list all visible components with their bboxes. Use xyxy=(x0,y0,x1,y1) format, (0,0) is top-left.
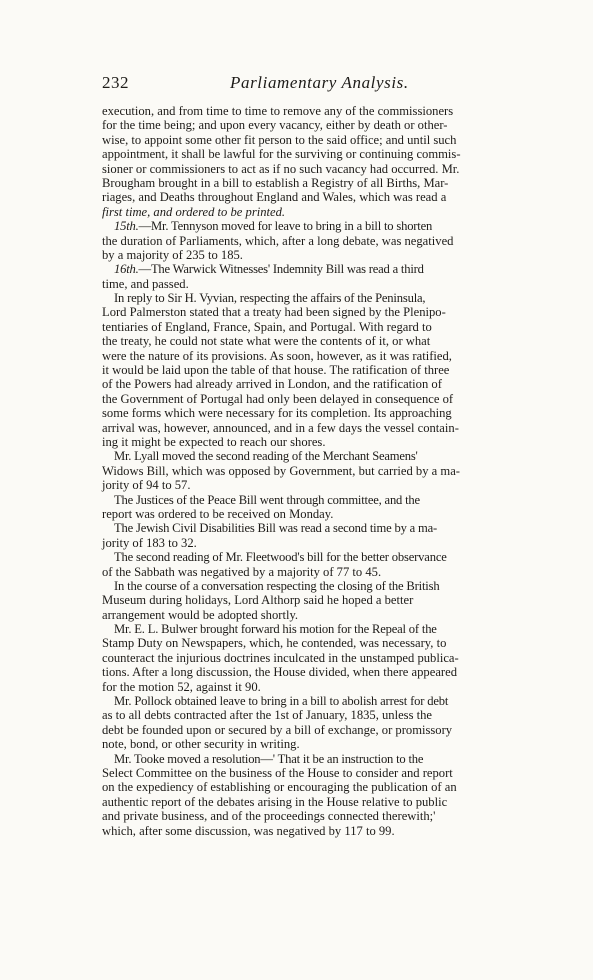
text-line: jority of 94 to 57. xyxy=(102,478,191,493)
text-line: the Government of Portugal had only been delayed in consequence of xyxy=(102,391,454,406)
text-line: tions. After a long discussion, the House divided, when there appeared xyxy=(102,665,457,680)
body-text xyxy=(102,104,514,838)
text-line: The second reading of Mr. Fleetwood's bill for the better observance xyxy=(114,550,447,565)
text-line: Stamp Duty on Newspapers, which, he contended, was necessary, to xyxy=(102,636,447,651)
text-line: Mr. Tooke moved a resolution—' That it be an instruction to the xyxy=(114,751,424,766)
text-line: The Justices of the Peace Bill went through committee, and the xyxy=(114,492,420,507)
text-line: the treaty, he could not state what were the contents of it, or what xyxy=(102,334,431,349)
text-line: were the nature of its provisions. As soon, however, as it was ratified, xyxy=(102,348,452,363)
text-line: as to all debts contracted after the 1st of January, 1835, unless the xyxy=(102,708,433,723)
text-line: for the motion 52, against it 90. xyxy=(102,679,261,694)
page-number: 232 xyxy=(102,73,129,92)
text-line: appointment, it shall be lawful for the surviving or continuing commis- xyxy=(102,147,461,162)
text-line: sioner or commissioners to act as if no such vacancy had occurred. Mr. xyxy=(102,161,460,176)
text-line: ing it might be expected to reach our shores. xyxy=(102,434,326,449)
text-line: In reply to Sir H. Vyvian, respecting the affairs of the Peninsula, xyxy=(114,291,426,306)
text-line: which, after some discussion, was negatived by 117 to 99. xyxy=(102,823,395,838)
text-line: jority of 183 to 32. xyxy=(102,535,197,550)
text-line: first time, and ordered to be printed. xyxy=(102,204,286,219)
text-line: by a majority of 235 to 185. xyxy=(102,247,243,262)
text-line: Mr. Pollock obtained leave to bring in a bill to abolish arrest for debt xyxy=(114,694,449,709)
text-line: arrival was, however, announced, and in a few days the vessel contain- xyxy=(102,420,459,435)
text-line: on the expediency of establishing or encouraging the publication of an xyxy=(102,780,457,795)
text-line: Widows Bill, which was opposed by Government, but carried by a ma- xyxy=(102,463,460,478)
text-line: Brougham brought in a bill to establish a Registry of all Births, Mar- xyxy=(102,175,449,190)
text-line: the duration of Parliaments, which, after a long debate, was negatived xyxy=(102,233,454,248)
text-line: wise, to appoint some other fit person to the said office; and until such xyxy=(102,132,457,147)
text-line: and private business, and of the proceedings connected therewith;' xyxy=(102,809,436,824)
text-line: In the course of a conversation respecting the closing of the British xyxy=(114,578,440,593)
text-line: of the Powers had already arrived in London, and the ratification of xyxy=(102,377,442,392)
text-line: 15th.—Mr. Tennyson moved for leave to bring in a bill to shorten xyxy=(114,219,433,234)
text-line: counteract the injurious doctrines inculcated in the unstamped publica- xyxy=(102,650,459,665)
text-line: execution, and from time to time to remove any of the commissioners xyxy=(102,104,454,118)
text-line: Select Committee on the business of the House to consider and report xyxy=(102,765,453,780)
text-line: of the Sabbath was negatived by a majority of 77 to 45. xyxy=(102,564,382,579)
text-line: Mr. E. L. Bulwer brought forward his motion for the Repeal of the xyxy=(114,622,437,637)
text-line: Museum during holidays, Lord Althorp said he hoped a better xyxy=(102,593,414,608)
text-line: authentic report of the debates arising in the House relative to public xyxy=(102,794,448,809)
text-line: some forms which were necessary for its completion. Its approaching xyxy=(102,406,452,421)
running-title: Parliamentary Analysis. xyxy=(230,73,409,92)
text-line: Mr. Lyall moved the second reading of the Merchant Seamens' xyxy=(114,449,418,464)
text-line: it would be laid upon the table of that house. The ratification of three xyxy=(102,363,450,378)
text-line: note, bond, or other security in writing. xyxy=(102,737,300,752)
page-header xyxy=(102,73,512,95)
text-line: arrangement would be adopted shortly. xyxy=(102,607,299,622)
text-line: Lord Palmerston stated that a treaty had been signed by the Plenipo- xyxy=(102,305,446,320)
text-line: debt be founded upon or secured by a bill of exchange, or promissory xyxy=(102,722,453,737)
text-line: The Jewish Civil Disabilities Bill was read a second time by a ma- xyxy=(114,521,438,536)
text-line: time, and passed. xyxy=(102,276,189,291)
text-line: tentiaries of England, France, Spain, and Portugal. With regard to xyxy=(102,319,432,334)
text-line: riages, and Deaths throughout England and Wales, which was read a xyxy=(102,190,447,205)
text-line: 16th.—The Warwick Witnesses' Indemnity Bill was read a third xyxy=(114,262,424,277)
text-line: report was ordered to be received on Monday. xyxy=(102,506,334,521)
text-line: for the time being; and upon every vacancy, either by death or other- xyxy=(102,118,448,133)
